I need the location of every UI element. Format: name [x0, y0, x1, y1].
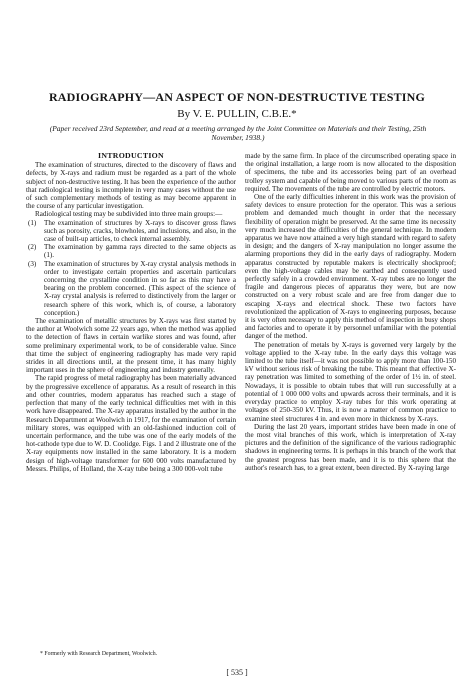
list-item — [26, 219, 236, 244]
strides-paragraph: During the last 20 years, important strides have been made in one of the most vital branches of this work, which is interpretation of X-ray pictures and the definition of the significance of the various radiographic shadows in engineering terms. It is perhaps in this branch of the work that the greatest progress has been made, and it is to this sphere that the author's research has, to a great extent, been directed. By X-raying large — [245, 422, 456, 472]
safety-paragraph: One of the early difficulties inherent in this work was the provision of safety devices to ensure protection for the operator. This was a serious problem and demanded much thought in order that the necessary flexibility of operation might be preserved. At the same time its necessity very much increased the difficulties of the general technique. In modern apparatus we have now attained a very high standard with regard to safety in design; and the dangers of X-ray manipulation no longer assume the alarming proportions they did in the early days of radiography. Modern apparatus constructed by reputable makers is electrically shockproof; even the high-voltage cables may be earthed and consequently used perfectly safely in a crowded environment. X-ray tubes are no longer the fragile and dangerous pieces of apparatus they were, but are now constructed on a very robust scale and are free from danger due to escaping X-rays and electrical shock. These two factors have revolutionized the application of X-rays to engineering purposes, because it is very often necessary to apply this method of inspection in busy shops and factories and to operate it by personnel unfamiliar with the potential danger of the method. — [245, 193, 456, 341]
list-number: (2) — [28, 243, 37, 252]
section-heading: INTRODUCTION — [98, 151, 164, 160]
list-text: The examination of structures by X-rays to discover gross flaws such as porosity, cracks, blowholes, and inclusions, and also, in the case of built-up articles, to check internal assembly. — [44, 218, 236, 244]
article-title: RADIOGRAPHY—AN ASPECT OF NON-DESTRUCTIVE TESTING — [48, 90, 426, 104]
list-number: (3) — [28, 259, 37, 268]
list-item — [26, 260, 236, 317]
metals-paragraph: The examination of metallic structures by X-rays was first started by the author at Woolwich some 22 years ago, when the method was applied to the detection of flaws in certain warlike stores and was found, after some preliminary experimental work, to be of considerable value. Since that time the subject of engineering radiography has made very rapid strides in all directions until, at the present time, it has many highly important uses in the sphere of engineering and industry generally. — [26, 317, 236, 375]
footnote: * Formerly with Research Department, Woolwich. — [40, 651, 158, 657]
received-note: (Paper received 23rd September, and read at a meeting arranged by the Joint Committee on Materials and their Testing, 25th November, 1938.) — [49, 124, 427, 142]
left-column — [26, 152, 236, 473]
page-number: [ 535 ] — [226, 668, 248, 677]
author-line: By V. E. PULLIN, C.B.E.* — [177, 108, 297, 120]
list-text: The examination by gamma rays directed to the same objects as (1). — [44, 243, 236, 260]
penetration-paragraph: The penetration of metals by X-rays is governed very largely by the voltage applied to the X-ray tube. In the early days this voltage was limited to the tube itself—it was not possible to apply more than 100-150 kV without serious risk of breaking the tube. This meant that effective X-ray penetration was limited to something of the order of 1½ in. of steel. Nowadays, it is possible to obtain tubes that will run successfully at a potential of 1 000 000 volts and upwards across their terminals, and it is everyday practice to employ X-ray tubes for this work operating at voltages of 250-350 kV. Thus, it is now a matter of common practice to examine steel structures 4 in. and even more in thickness by X-rays. — [245, 340, 456, 423]
list-item — [26, 243, 236, 259]
progress-paragraph: The rapid progress of metal radiography has been materially advanced by the progressive excellence of apparatus. As a result of research in this and other countries, modern apparatus has reached such a stage of perfection that many of the early technical difficulties met with in this work have disappeared. The X-ray apparatus installed by the author in the Research Department at Woolwich in 1917, for the examination of certain military stores, was equipped with an old-fashioned induction coil of uncertain performance, and the tube was one of the early models of the hot-cathode type due to W. D. Coolidge. Figs. 1 and 2 illustrate one of the X-ray equipments now installed in the same laboratory. It is a modern design of high-voltage transformer for 600 000 volts manufactured by Messrs. Philips, of Holland, the X-ray tube being a 300 000-volt tube — [26, 374, 236, 473]
right-column — [245, 152, 456, 472]
list-text: The examination of structures by X-ray crystal analysis methods in order to investigate certain properties and ascertain particulars concerning the crystalline condition in so far as this may have a bearing on the problem concerned. (This aspect of the science of X-ray crystal analysis is referred to distinctively from the larger or research sphere of this work, which is, of course, a laboratory conception.) — [44, 259, 236, 317]
list-number: (1) — [28, 218, 37, 227]
intro-paragraph: The examination of structures, directed to the discovery of flaws and defects, by X-rays and radium must be regarded as a part of the whole subject of non-destructive testing. It has been the experience of the author that radiological testing is incomplete in very many cases without the use of such complementary methods of testing as may become apparent in the course of any particular investigation. — [26, 161, 236, 211]
continued-paragraph: made by the same firm. In place of the circumscribed operating space in the original installation, a large room is now allocated to the disposition of specimens, the tube and its accessories being part of an overhead trolley system and capable of being moved to various parts of the room as required. The movements of the tube are controlled by electric motors. — [245, 152, 456, 193]
groups-intro: Radiological testing may be subdivided into three main groups:— — [35, 210, 223, 219]
